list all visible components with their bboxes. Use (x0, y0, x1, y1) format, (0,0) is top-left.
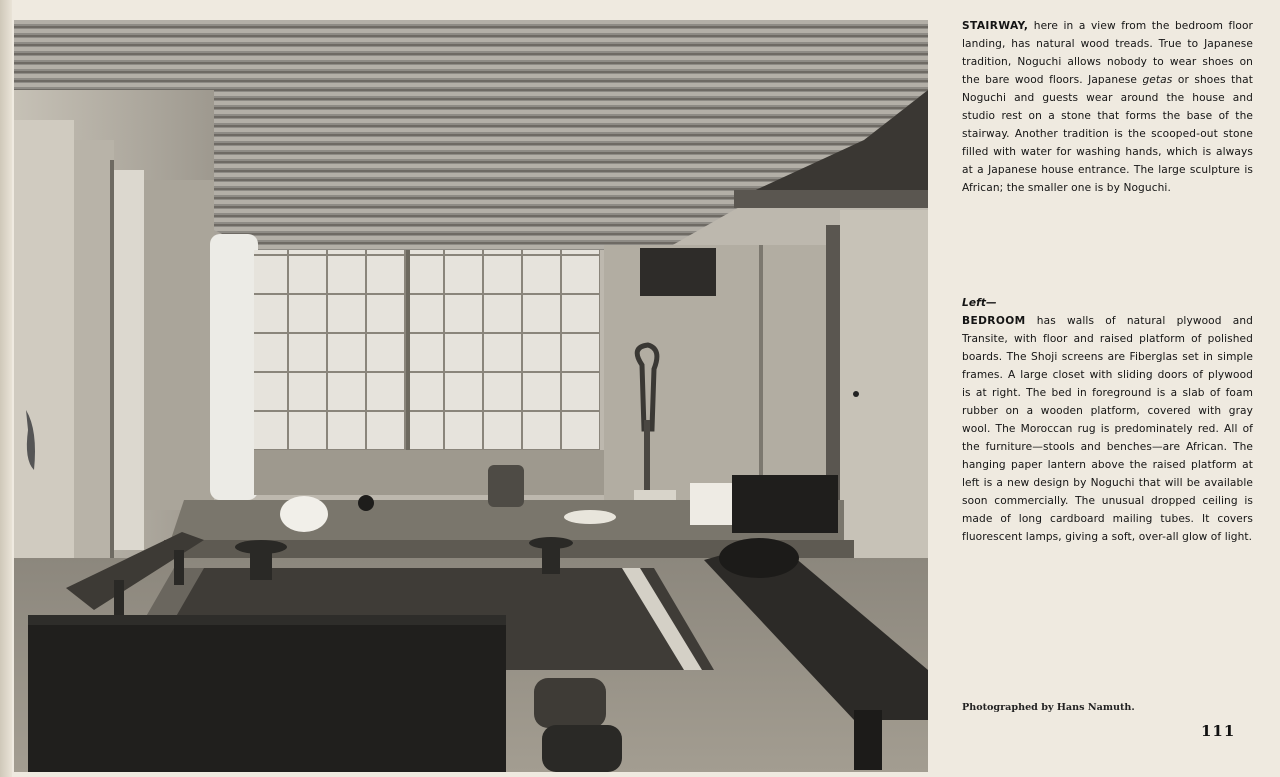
page-number: 111 (1201, 722, 1236, 740)
left-label: Left— (962, 297, 997, 309)
page-edge (0, 0, 12, 777)
bedroom-text: has walls of natural plywood and Transite, with floor and raised platform of polished boards. The Shoji screens are Fiberglas set in simple frames. A large closet with sliding doors of plywood is at right. The bed in foreground is a slab of foam rubber on a wooden platform, covered with gray wool. The Moroccan rug is predominately red. All of the furniture—stools and benches—are African. The hanging paper lantern above the raised platform at left is a new design by Noguchi that will be available soon commercially. The unusual dropped ceiling is made of long cardboard mailing tubes. It covers fluorescent lamps, giving a soft, over-all glow of light. (962, 315, 1253, 543)
bedroom-photograph (14, 20, 928, 772)
photo-credit: Photographed by Hans Namuth. (962, 702, 1135, 713)
stairway-text-part-1: here in a view from the bedroom floor landing, has natural wood treads. True to Japanese tradition, Noguchi allows nobody to wear shoes on the bare wood floors. Japanese (962, 20, 1253, 86)
stairway-caption (962, 17, 1253, 197)
stairway-heading: STAIRWAY, (962, 20, 1029, 32)
getas-word: getas (1142, 74, 1173, 86)
stairway-text-part-2: or shoes that Noguchi and guests wear around the house and studio rest on a stone that forms the base of the stairway. Another tradition is the scooped-out stone filled with water for washing hands, which is always at a Japanese house entrance. The large sculpture is African; the smaller one is by Noguchi. (962, 74, 1253, 194)
bedroom-caption (962, 294, 1253, 546)
bedroom-heading: BEDROOM (962, 315, 1026, 327)
